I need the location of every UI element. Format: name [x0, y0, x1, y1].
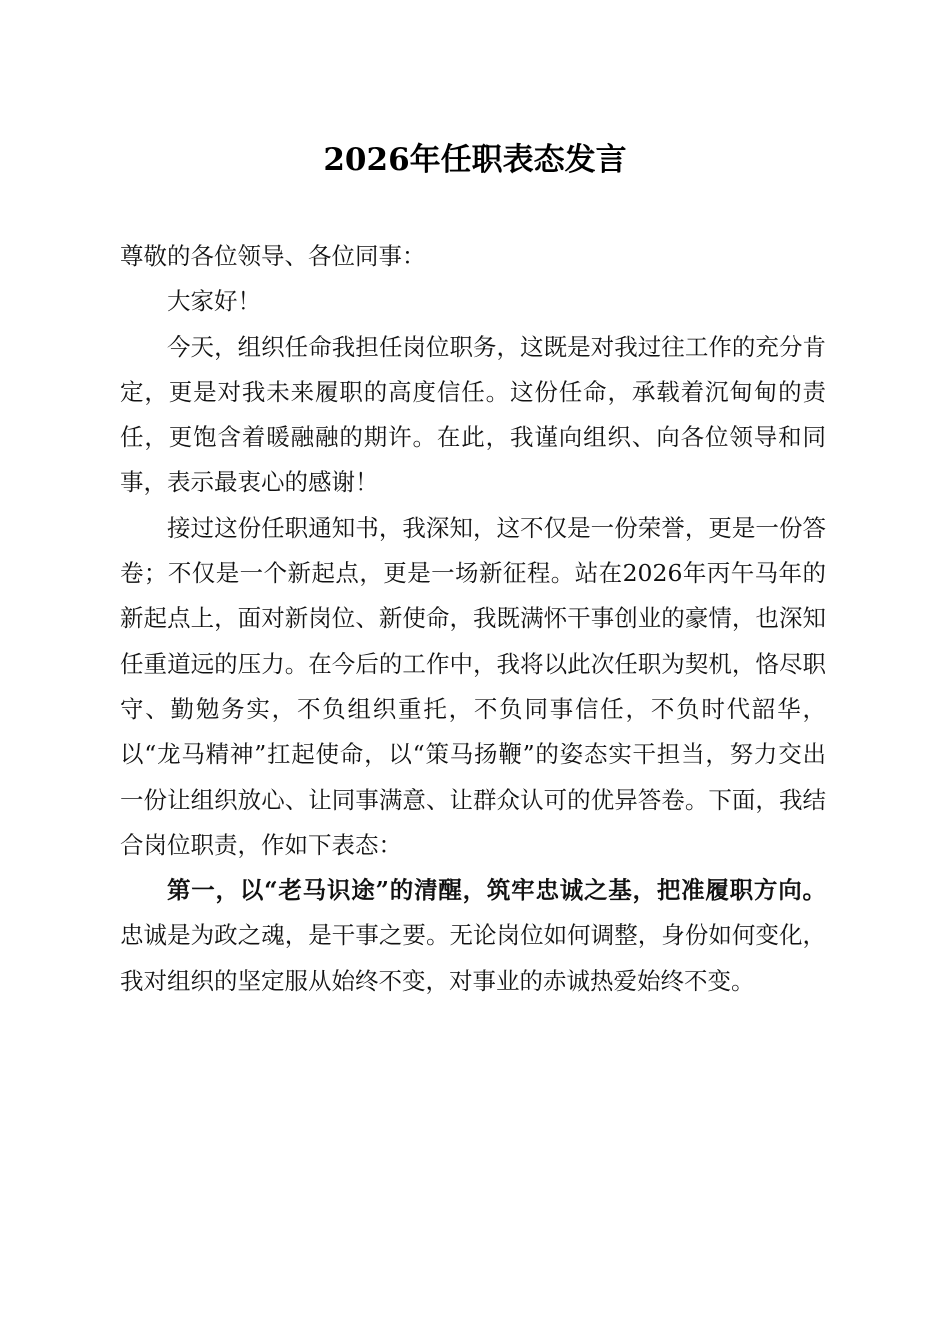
document-body [120, 234, 826, 1004]
document-title: 2026年任职表态发言 [323, 142, 627, 178]
greeting: 大家好！ [167, 287, 261, 316]
paragraph-commitment: 接过这份任职通知书，我深知，这不仅是一份荣誉，更是一份答卷；不仅是一个新起点，更是一场新征程。站在2026年丙午马年的新起点上，面对新岗位、新使命，我既满怀干事创业的豪情，也深知任重道远的压力。在今后的工作中，我将以此次任职为契机，恪尽职守、勤勉务实，不负组织重托，不负同事信任，不负时代韶华，以“龙马精神”扛起使命，以“策马扬鞭”的姿态实干担当，努力交出一份让组织放心、让同事满意、让群众认可的优异答卷。下面，我结合岗位职责，作如下表态： [120, 513, 826, 859]
paragraph-point-one [120, 868, 826, 1004]
point-one-heading: 第一，以“老马识途”的清醒，筑牢忠诚之基，把准履职方向。 [167, 876, 826, 905]
point-one-text: 忠诚是为政之魂，是干事之要。无论岗位如何调整，身份如何变化，我对组织的坚定服从始终不变，对事业的赤诚热爱始终不变。 [120, 921, 826, 995]
salutation: 尊敬的各位领导、各位同事： [120, 242, 426, 270]
paragraph-appointment: 今天，组织任命我担任岗位职务，这既是对我过往工作的充分肯定，更是对我未来履职的高度信任。这份任命，承载着沉甸甸的责任，更饱含着暖融融的期许。在此，我谨向组织、向各位领导和同事，表示最衷心的感谢！ [120, 332, 826, 497]
